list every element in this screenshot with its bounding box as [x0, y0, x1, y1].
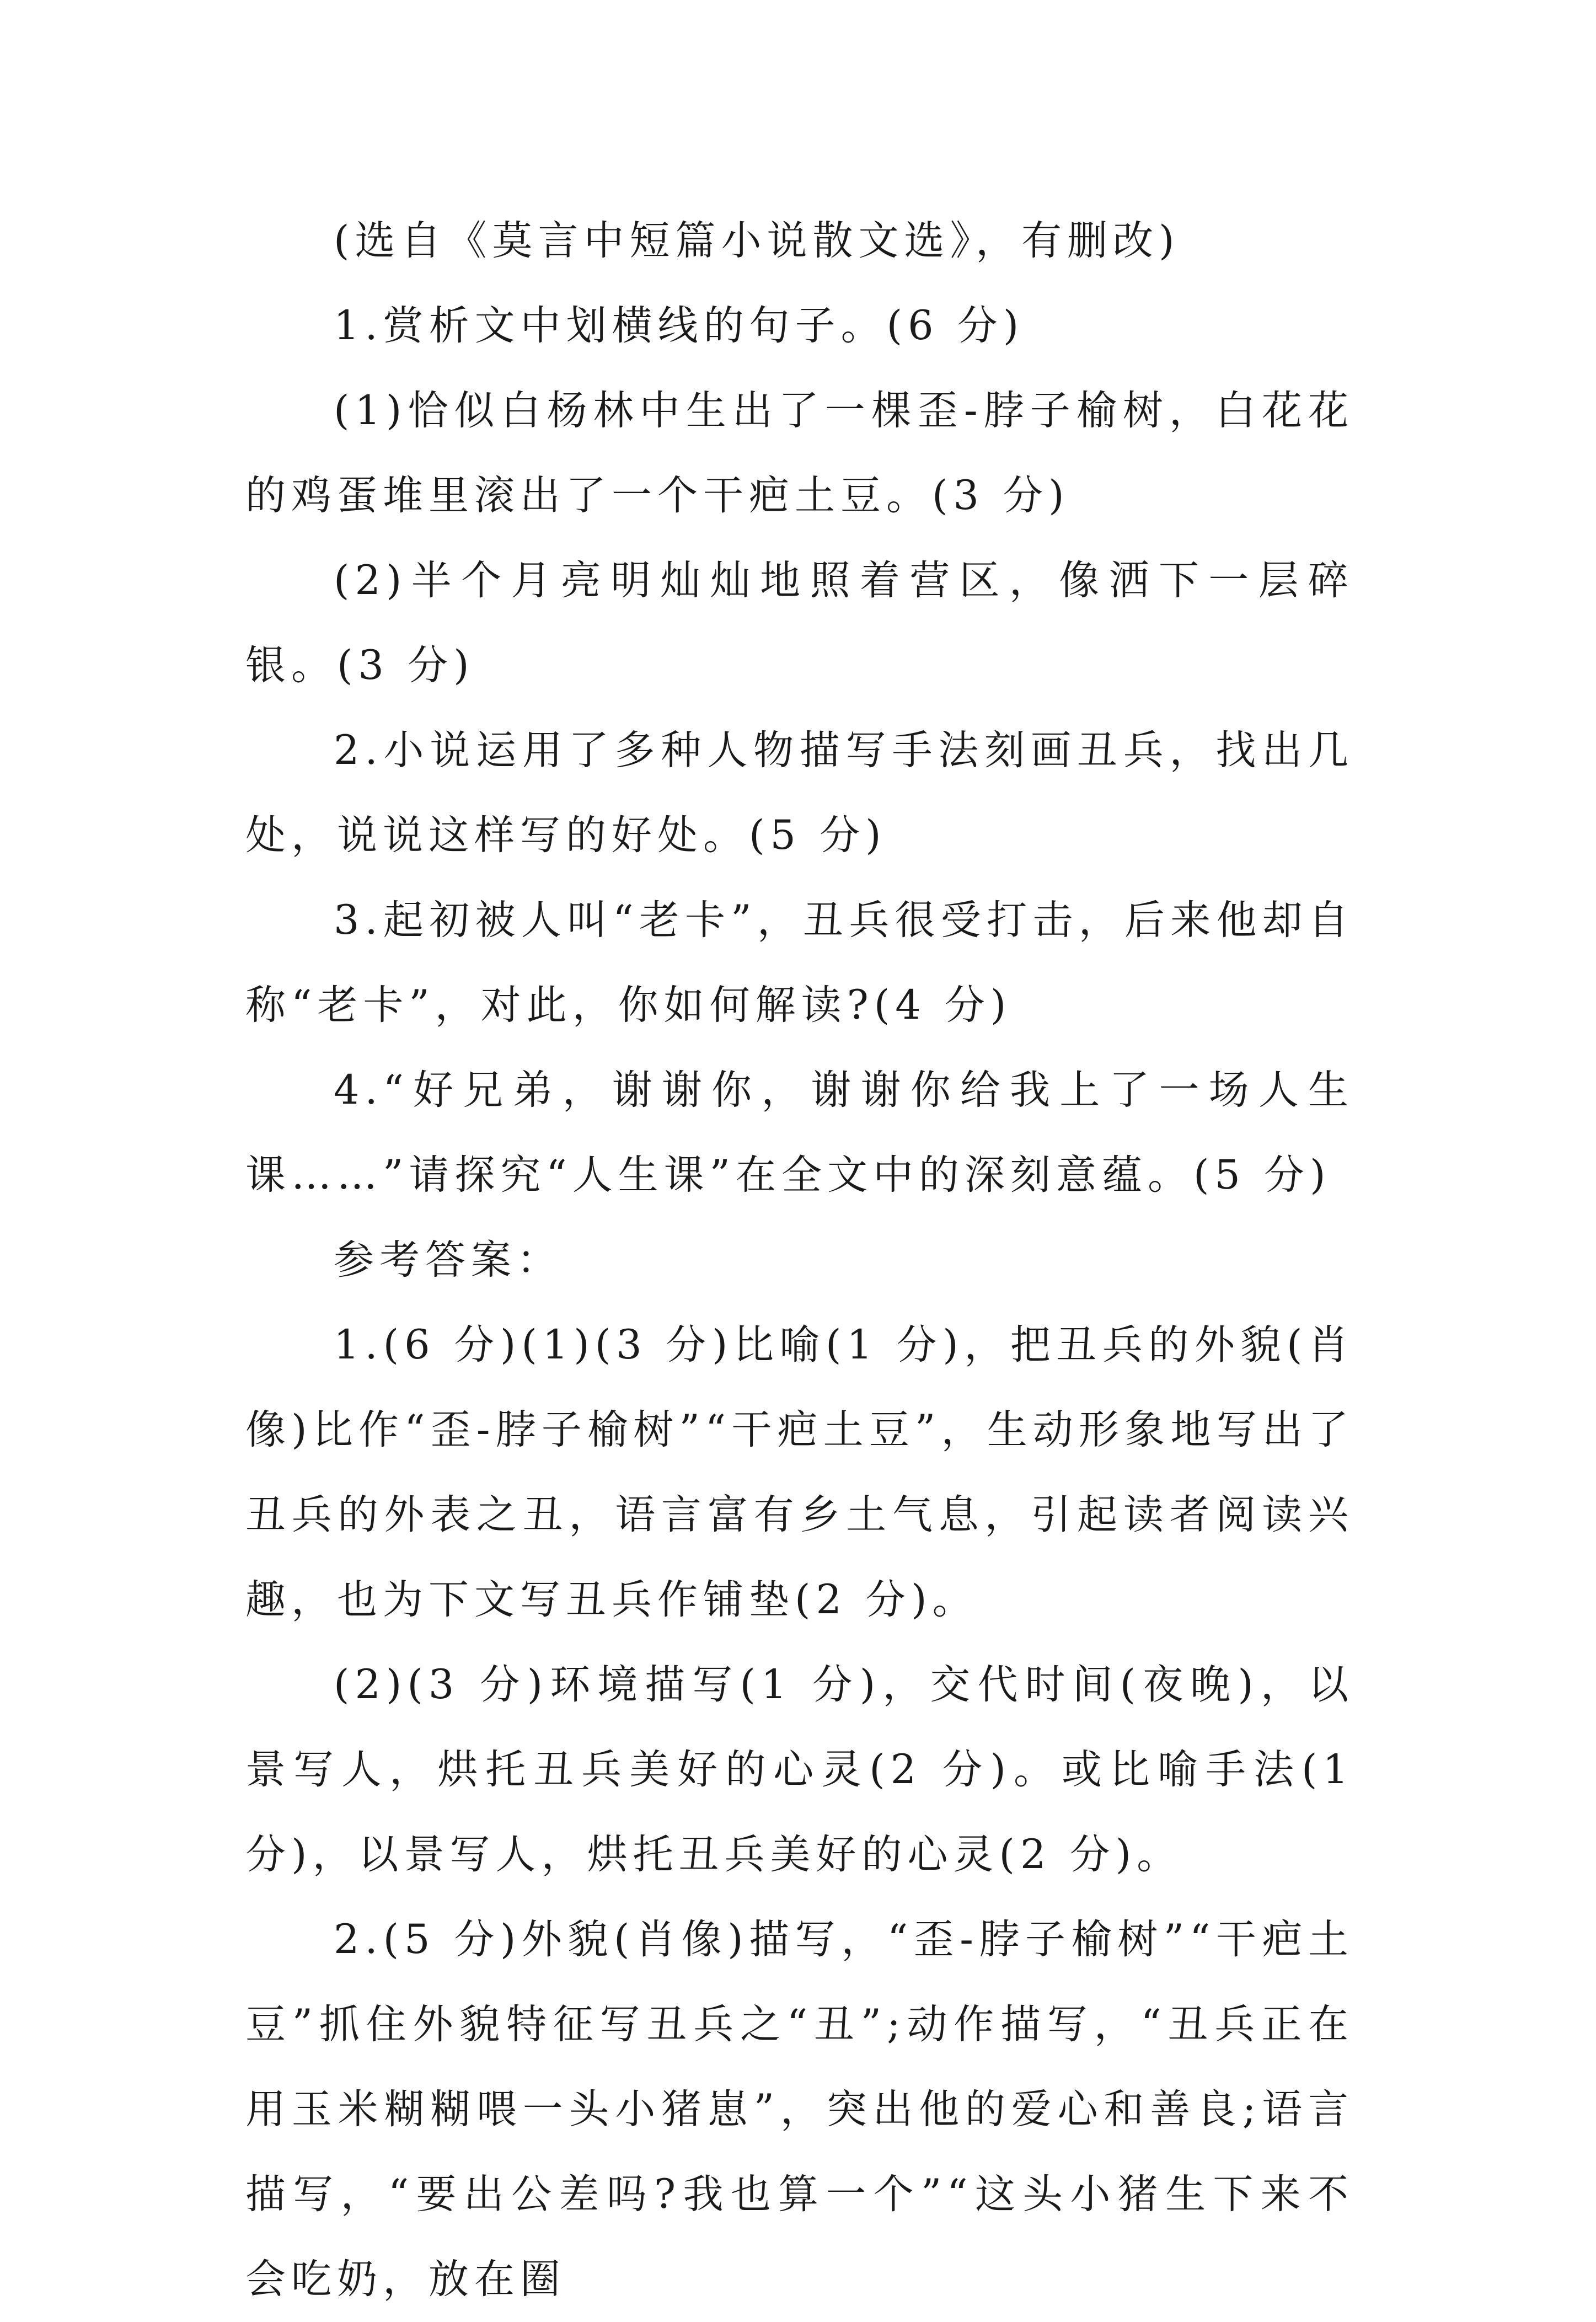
answer-1-part-2: (2)(3 分)环境描写(1 分)，交代时间(夜晚)，以景写人，烘托丑兵美好的心灵(2 分)。或比喻手法(1 分)，以景写人，烘托丑兵美好的心灵(2 分)。: [245, 1661, 1354, 1878]
document-body: [245, 199, 1354, 2322]
question-4: 4.“好兄弟，谢谢你，谢谢你给我上了一场人生课……”请探究“人生课”在全文中的深刻意蕴。(5 分): [245, 1067, 1354, 1199]
question-1-part-2: (2)半个月亮明灿灿地照着营区，像洒下一层碎银。(3 分): [245, 557, 1354, 689]
answer-1-part-1: 1.(6 分)(1)(3 分)比喻(1 分)，把丑兵的外貌(肖像)比作“歪-脖子榆树”“干疤土豆”，生动形象地写出了丑兵的外表之丑，语言富有乡土气息，引起读者阅读兴趣，也为下文写丑兵作铺垫(2 分)。: [245, 1321, 1354, 1623]
question-1-part-1: (1)恰似白杨林中生出了一棵歪-脖子榆树，白花花的鸡蛋堆里滚出了一个干疤土豆。(3 分): [245, 387, 1354, 519]
answer-2: 2.(5 分)外貌(肖像)描写，“歪-脖子榆树”“干疤土豆”抓住外貌特征写丑兵之“丑”;动作描写，“丑兵正在用玉米糊糊喂一头小猪崽”，突出他的爱心和善良;语言描写，“要出公差吗?我也算一个”“这头小猪生下来不会吃奶，放在圈: [245, 1916, 1354, 2303]
question-1: 1.赏析文中划横线的句子。(6 分): [334, 302, 1025, 349]
question-3: 3.起初被人叫“老卡”，丑兵很受打击，后来他却自称“老卡”，对此，你如何解读?(4 分): [245, 897, 1354, 1029]
source-citation: (选自《莫言中短篇小说散文选》，有删改): [334, 217, 1180, 264]
question-2: 2.小说运用了多种人物描写手法刻画丑兵，找出几处，说说这样写的好处。(5 分): [245, 727, 1354, 859]
answers-heading: 参考答案：: [334, 1237, 563, 1283]
